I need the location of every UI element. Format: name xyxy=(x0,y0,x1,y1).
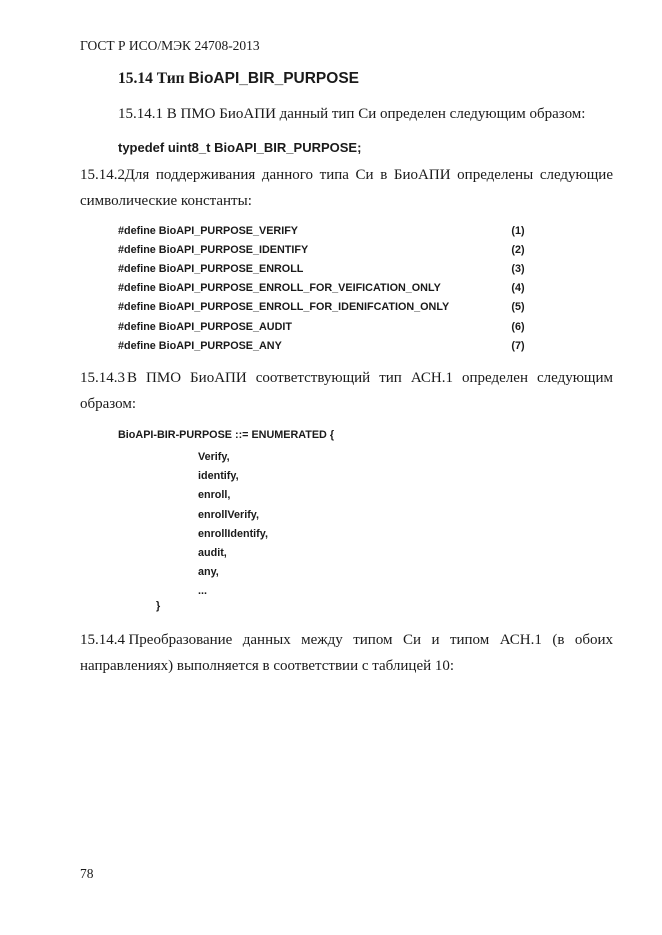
asn-enum-list xyxy=(198,448,268,602)
document-header: ГОСТ Р ИСО/МЭК 24708-2013 xyxy=(80,38,260,53)
asn-enum-item: enrollVerify, xyxy=(198,508,260,521)
define-number: (7) xyxy=(511,339,525,352)
typedef-declaration: typedef uint8_t BioAPI_BIR_PURPOSE; xyxy=(118,140,362,155)
define-row xyxy=(118,336,528,355)
define-row xyxy=(118,317,528,336)
define-row xyxy=(118,298,528,317)
paragraph-number: 15.14.2 xyxy=(80,167,125,183)
paragraph-15-14-4 xyxy=(80,627,613,679)
asn-enum-item: enrollIdentify, xyxy=(198,527,268,540)
paragraph-15-14-2 xyxy=(80,162,613,214)
define-text: #define BioAPI_PURPOSE_ENROLL_FOR_IDENIFCATION_ONLY xyxy=(118,301,450,314)
define-number: (4) xyxy=(511,282,525,295)
paragraph-number: 15.14.4 xyxy=(80,632,125,648)
paragraph-text: Для поддерживания данного типа Си в БиоАПИ определены следующие символические константы: xyxy=(80,167,613,209)
asn-enum-item: Verify, xyxy=(198,451,230,463)
define-text: #define BioAPI_PURPOSE_ENROLL xyxy=(118,262,304,275)
asn-enum-item: identify, xyxy=(198,470,239,483)
define-row xyxy=(118,279,528,298)
asn-definition-head: BioAPI-BIR-PURPOSE ::= ENUMERATED { xyxy=(118,429,335,441)
paragraph-15-14-1: 15.14.1 В ПМО БиоАПИ данный тип Си определен следующим образом: xyxy=(118,106,586,122)
paragraph-number: 15.14.3 xyxy=(80,370,125,386)
define-row xyxy=(118,221,528,240)
define-text: #define BioAPI_PURPOSE_ANY xyxy=(118,339,282,352)
asn-enum-item: any, xyxy=(198,566,219,579)
define-list xyxy=(118,221,528,355)
asn-enum-item: enroll, xyxy=(198,489,231,502)
paragraph-text: Преобразование данных между типом Си и типом АСН.1 (в обоих направлениях) выполняется в соответствии с таблицей 10: xyxy=(80,632,614,674)
section-title xyxy=(118,70,359,88)
define-number: (3) xyxy=(511,262,525,275)
define-number: (1) xyxy=(511,224,525,237)
define-text: #define BioAPI_PURPOSE_ENROLL_FOR_VEIFICATION_ONLY xyxy=(118,282,441,295)
define-text: #define BioAPI_PURPOSE_VERIFY xyxy=(118,224,298,237)
define-number: (6) xyxy=(511,320,525,333)
section-type-name: BioAPI_BIR_PURPOSE xyxy=(188,70,359,87)
paragraph-text: В ПМО БиоАПИ соответствующий тип АСН.1 определен следующим образом: xyxy=(80,370,613,412)
asn-enum-item: audit, xyxy=(198,546,227,559)
define-text: #define BioAPI_PURPOSE_IDENTIFY xyxy=(118,243,309,256)
define-row xyxy=(118,259,528,278)
asn-closing-brace: } xyxy=(156,600,161,612)
define-number: (2) xyxy=(511,243,525,256)
section-number: 15.14 Тип xyxy=(118,70,185,87)
page-number: 78 xyxy=(80,866,94,881)
define-row xyxy=(118,240,528,259)
define-text: #define BioAPI_PURPOSE_AUDIT xyxy=(118,320,292,333)
paragraph-15-14-3 xyxy=(80,365,613,417)
asn-enum-item: ... xyxy=(198,585,207,598)
define-number: (5) xyxy=(511,301,525,314)
